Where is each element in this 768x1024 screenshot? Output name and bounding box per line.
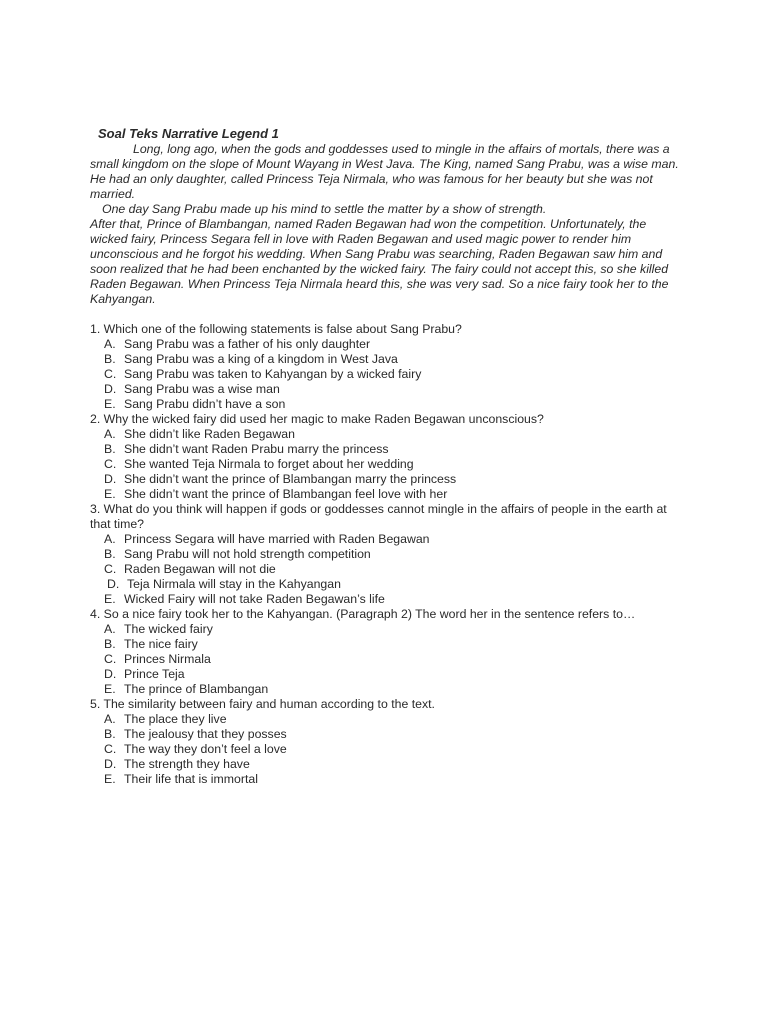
- option-text: Raden Begawan will not die: [124, 562, 276, 576]
- question-2: [90, 412, 680, 502]
- option-text: Sang Prabu will not hold strength competition: [124, 547, 371, 561]
- answer-option: [90, 367, 680, 382]
- answer-option: [90, 592, 680, 607]
- option-text: Sang Prabu was a father of his only daughter: [124, 337, 371, 351]
- answer-option: [90, 427, 680, 442]
- answer-option: [90, 532, 680, 547]
- option-letter: C.: [104, 742, 117, 756]
- answer-options: [90, 337, 680, 412]
- answer-option: [90, 487, 680, 502]
- story-paragraph-3: After that, Prince of Blambangan, named Raden Begawan had won the competition. Unfortunately, the wicked fairy, Princess Segara fell in love with Raden Begawan and used magic power to render him unconscious and he forgot his wedding. When Sang Prabu was searching, Raden Begawan saw him and soon realized that he had been enchanted by the wicked fairy. The fairy could not accept this, so she killed Raden Begawan. When Princess Teja Nirmala heard this, she was very sad. So a nice fairy took her to the Kahyangan.: [90, 217, 669, 306]
- option-letter: B.: [104, 727, 116, 741]
- option-letter: B.: [104, 352, 116, 366]
- option-text: She didn’t want Raden Prabu marry the princess: [124, 442, 389, 456]
- option-letter: A.: [104, 427, 116, 441]
- option-text: She didn’t want the prince of Blambangan feel love with her: [124, 487, 448, 501]
- option-text: Their life that is immortal: [124, 772, 258, 786]
- option-letter: E.: [104, 487, 116, 501]
- answer-option: [90, 577, 680, 592]
- answer-option: [90, 652, 680, 667]
- document-title: Soal Teks Narrative Legend 1: [98, 126, 279, 141]
- answer-option: [90, 472, 680, 487]
- option-text: The wicked fairy: [124, 622, 213, 636]
- story-paragraph-1: Long, long ago, when the gods and goddesses used to mingle in the affairs of mortals, there was a small kingdom on the slope of Mount Wayang in West Java. The King, named Sang Prabu, was a wise man. He had an only daughter, called Princess Teja Nirmala, who was famous for her beauty but she was not married.: [90, 142, 679, 201]
- option-letter: E.: [104, 772, 116, 786]
- option-letter: C.: [104, 562, 117, 576]
- answer-option: [90, 682, 680, 697]
- answer-option: [90, 442, 680, 457]
- option-text: She didn’t like Raden Begawan: [124, 427, 295, 441]
- question-stem: 4. So a nice fairy took her to the Kahyangan. (Paragraph 2) The word her in the sentence refers to…: [90, 607, 636, 621]
- answer-option: [90, 622, 680, 637]
- option-letter: D.: [107, 577, 120, 591]
- option-letter: C.: [104, 457, 117, 471]
- document-content: [90, 126, 680, 787]
- answer-option: [90, 772, 680, 787]
- option-text: Princes Nirmala: [124, 652, 211, 666]
- answer-options: [90, 532, 680, 607]
- option-text: Sang Prabu was taken to Kahyangan by a wicked fairy: [124, 367, 422, 381]
- question-stem: 2. Why the wicked fairy did used her magic to make Raden Begawan unconscious?: [90, 412, 544, 426]
- answer-option: [90, 667, 680, 682]
- option-letter: D.: [104, 472, 117, 486]
- option-letter: E.: [104, 592, 116, 606]
- option-letter: E.: [104, 682, 116, 696]
- answer-options: [90, 427, 680, 502]
- question-stem: 3. What do you think will happen if gods or goddesses cannot mingle in the affairs of people in the earth at that time?: [90, 502, 667, 531]
- option-letter: C.: [104, 652, 117, 666]
- question-1: [90, 322, 680, 412]
- answer-options: [90, 622, 680, 697]
- answer-option: [90, 397, 680, 412]
- answer-option: [90, 727, 680, 742]
- option-text: Prince Teja: [124, 667, 185, 681]
- option-letter: A.: [104, 337, 116, 351]
- option-text: Wicked Fairy will not take Raden Begawan’s life: [124, 592, 385, 606]
- answer-option: [90, 352, 680, 367]
- question-stem: 1. Which one of the following statements is false about Sang Prabu?: [90, 322, 462, 336]
- question-5: [90, 697, 680, 787]
- question-4: [90, 607, 680, 697]
- option-letter: B.: [104, 442, 116, 456]
- option-letter: A.: [104, 622, 116, 636]
- option-text: The place they live: [124, 712, 227, 726]
- option-letter: A.: [104, 532, 116, 546]
- option-text: Teja Nirmala will stay in the Kahyangan: [127, 577, 341, 591]
- option-text: She wanted Teja Nirmala to forget about her wedding: [124, 457, 414, 471]
- option-text: The nice fairy: [124, 637, 198, 651]
- option-letter: B.: [104, 547, 116, 561]
- option-text: The jealousy that they posses: [124, 727, 287, 741]
- option-text: Sang Prabu was a wise man: [124, 382, 280, 396]
- answer-option: [90, 757, 680, 772]
- story-paragraph-2: One day Sang Prabu made up his mind to settle the matter by a show of strength.: [102, 202, 547, 216]
- option-letter: D.: [104, 382, 117, 396]
- option-letter: B.: [104, 637, 116, 651]
- answer-option: [90, 562, 680, 577]
- option-letter: C.: [104, 367, 117, 381]
- answer-option: [90, 742, 680, 757]
- option-text: The strength they have: [124, 757, 250, 771]
- answer-option: [90, 337, 680, 352]
- option-text: The way they don’t feel a love: [124, 742, 287, 756]
- option-text: The prince of Blambangan: [124, 682, 269, 696]
- option-text: Princess Segara will have married with Raden Begawan: [124, 532, 430, 546]
- answer-options: [90, 712, 680, 787]
- question-stem: 5. The similarity between fairy and human according to the text.: [90, 697, 435, 711]
- question-list: [90, 322, 680, 787]
- option-letter: E.: [104, 397, 116, 411]
- option-letter: D.: [104, 757, 117, 771]
- answer-option: [90, 457, 680, 472]
- option-text: Sang Prabu was a king of a kingdom in West Java: [124, 352, 398, 366]
- option-text: She didn’t want the prince of Blambangan marry the princess: [124, 472, 457, 486]
- option-letter: A.: [104, 712, 116, 726]
- answer-option: [90, 712, 680, 727]
- option-letter: D.: [104, 667, 117, 681]
- answer-option: [90, 382, 680, 397]
- question-3: [90, 502, 680, 607]
- answer-option: [90, 637, 680, 652]
- option-text: Sang Prabu didn’t have a son: [124, 397, 286, 411]
- answer-option: [90, 547, 680, 562]
- story-text: [90, 142, 680, 307]
